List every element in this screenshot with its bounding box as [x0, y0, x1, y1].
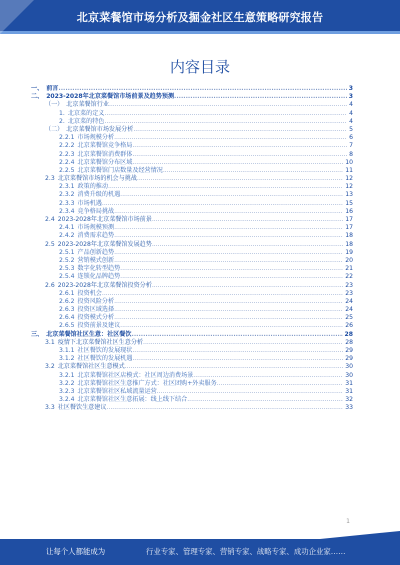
toc-entry-page: 29 — [345, 355, 353, 363]
toc-entry-page: 3 — [348, 85, 353, 92]
toc-entry-number: 2.6.1 — [59, 289, 75, 297]
toc-entry-page: 16 — [345, 207, 353, 215]
toc-dot-leader — [104, 118, 347, 126]
toc-entry[interactable] — [31, 241, 353, 249]
toc-entry[interactable] — [31, 118, 353, 126]
toc-entry-title: 北京菜餐馆消费群体 — [77, 150, 133, 158]
toc-entry-page: 3 — [348, 93, 353, 101]
toc-entry-number: 2.2.1 — [59, 134, 75, 142]
toc-dot-leader — [152, 282, 343, 290]
toc-entry-page: 4 — [349, 101, 353, 109]
toc-entry[interactable] — [31, 372, 353, 380]
toc-entry-title: 投资前景及建议 — [77, 322, 121, 330]
toc-dot-leader — [132, 347, 343, 355]
toc-entry-page: 31 — [345, 387, 353, 395]
toc-entry-title: 北京菜餐馆门店数量及经营情况 — [77, 166, 163, 174]
toc-dot-leader — [114, 134, 347, 142]
toc-dot-leader — [106, 404, 343, 412]
toc-dot-leader — [187, 396, 343, 404]
toc-dot-leader — [114, 208, 343, 216]
toc-entry[interactable] — [31, 404, 353, 412]
toc-entry-title: 投资区域选择 — [77, 306, 115, 314]
toc-dot-leader — [193, 372, 343, 380]
toc-dot-leader — [114, 306, 343, 314]
toc-entry-page: 20 — [345, 256, 353, 264]
toc-dot-leader — [104, 110, 347, 118]
toc-dot-leader — [217, 380, 344, 388]
toc-entry-title: 北京菜餐馆市场的机会与挑战 — [57, 175, 137, 183]
toc-entry-title: 连锁化品牌趋势 — [77, 273, 121, 281]
toc-entry[interactable] — [31, 273, 353, 281]
toc-entry-title: 数字化转型趋势 — [77, 265, 121, 273]
toc-entry[interactable] — [31, 388, 353, 396]
toc-dot-leader — [152, 216, 343, 224]
toc-entry-number: 2.3.3 — [59, 199, 75, 207]
toc-entry-title: 北京菜餐馆市场发展分析 — [66, 125, 134, 133]
toc-entry-page: 13 — [345, 191, 353, 199]
toc-entry[interactable] — [31, 249, 353, 257]
toc-entry-number: 2.5 — [45, 240, 55, 248]
toc-dot-leader — [125, 363, 344, 371]
toc-heading: 内容目录 — [169, 58, 230, 76]
toc-entry-page: 23 — [345, 281, 353, 289]
toc-entry[interactable] — [31, 347, 353, 355]
toc-dot-leader — [114, 232, 343, 240]
toc-entry-title: 市场规模预测 — [77, 224, 115, 232]
toc-entry-page: 33 — [345, 404, 353, 412]
toc-entry-page: 8 — [349, 150, 353, 158]
toc-dot-leader — [114, 314, 343, 322]
toc-dot-leader — [133, 126, 347, 134]
toc-entry-number: （一） — [45, 101, 64, 109]
toc-entry-page: 4 — [349, 109, 353, 117]
toc-entry-title: 社区餐饮生意建议 — [57, 404, 107, 412]
toc-entry-title: 北京菜餐馆社区生意：社区餐饮 — [46, 330, 132, 338]
toc-entry-page: 24 — [345, 297, 353, 305]
toc-entry-title: 2023-2028年北京菜餐馆发展趋势 — [57, 240, 152, 248]
toc-entry-number: 一、 — [31, 85, 44, 92]
toc-entry-page: 18 — [345, 240, 353, 248]
toc-dot-leader — [132, 355, 343, 363]
toc-entry-title: 北京菜的定义 — [67, 109, 105, 117]
page-number: 1 — [346, 518, 350, 525]
toc-entry[interactable] — [31, 101, 353, 109]
toc-entry-title: 营销模式创新 — [77, 256, 115, 264]
toc-entry-number: 2.6.3 — [59, 306, 75, 314]
toc-entry[interactable] — [31, 257, 353, 265]
toc-entry[interactable] — [31, 167, 353, 175]
toc-dot-leader — [132, 159, 343, 167]
toc-entry-title: 消费需求趋势 — [77, 232, 115, 240]
toc-entry-number: 2.3.1 — [59, 183, 75, 191]
toc-entry-title: 北京菜餐馆社区私域流量运营 — [77, 387, 157, 395]
toc-dot-leader — [102, 290, 343, 298]
toc-entry-number: 2.2.5 — [59, 166, 75, 174]
toc-entry[interactable] — [31, 298, 353, 306]
toc-entry-page: 6 — [349, 134, 353, 142]
toc-entry-title: 北京菜餐馆社区店模式：社区周边消费场景 — [77, 371, 194, 379]
toc-entry[interactable] — [31, 380, 353, 388]
toc-entry[interactable] — [31, 331, 353, 339]
toc-entry-number: 2.6.5 — [59, 322, 75, 330]
toc-entry-page: 21 — [345, 265, 353, 273]
toc-entry[interactable] — [31, 159, 353, 167]
toc-entry-title: 社区餐饮的发展现状 — [77, 347, 133, 354]
toc-entry-title: 投资模式分析 — [77, 314, 115, 322]
toc-entry-title: 2023-2028年北京菜餐馆市场前景及趋势预测 — [46, 93, 175, 101]
toc-entry-number: 2.2.3 — [59, 150, 75, 158]
toc-entry-title: 市场机遇 — [77, 199, 102, 207]
toc-entry-title: 北京菜餐馆竞争格局 — [77, 142, 133, 150]
document-title: 北京菜餐馆市场分析及掘金社区生意策略研究报告 — [76, 11, 324, 24]
toc-dot-leader — [132, 142, 347, 150]
toc-entry-page: 23 — [345, 289, 353, 297]
toc-dot-leader — [157, 388, 344, 396]
toc-entry-page: 28 — [345, 338, 353, 346]
toc-entry-title: 2023-2028年北京菜餐馆市场前景 — [57, 216, 152, 223]
toc-entry[interactable] — [31, 363, 353, 371]
toc-entry-number: 2.5.4 — [59, 273, 75, 281]
toc-entry-page: 17 — [345, 224, 353, 232]
toc-entry-number: 1. — [59, 109, 65, 117]
toc-entry-number: 3.1.2 — [59, 355, 75, 363]
toc-entry-number: 二、 — [31, 93, 44, 101]
toc-dot-leader — [143, 339, 343, 347]
toc-entry-page: 24 — [345, 306, 353, 314]
toc-entry-number: 2.5.2 — [59, 256, 75, 264]
toc-entry-number: 3.2.4 — [59, 396, 75, 404]
toc-entry-number: 2.2.4 — [59, 158, 75, 166]
toc-dot-leader — [114, 249, 343, 257]
toc-entry[interactable] — [31, 322, 353, 330]
toc-dot-leader — [114, 257, 343, 265]
toc-entry-number: 3.1 — [45, 338, 55, 346]
toc-entry-title: 北京菜的特色 — [67, 117, 105, 125]
toc-entry-page: 5 — [349, 125, 353, 133]
toc-entry[interactable] — [31, 151, 353, 159]
toc-entry-page: 12 — [345, 183, 353, 191]
toc-entry-page: 11 — [345, 166, 353, 174]
toc-entry[interactable] — [31, 232, 353, 240]
toc-entry-page: 18 — [345, 232, 353, 240]
toc-entry-number: 3.2.2 — [59, 379, 75, 387]
toc-entry[interactable] — [31, 339, 353, 347]
toc-entry-number: 2.4.1 — [59, 224, 75, 232]
toc-entry-page: 31 — [345, 379, 353, 387]
toc-dot-leader — [102, 200, 343, 208]
toc-entry-title: 投资机会 — [77, 289, 102, 297]
toc-entry-page: 17 — [345, 216, 353, 223]
toc-entry-number: （二） — [45, 125, 64, 133]
toc-dot-leader — [120, 273, 343, 281]
toc-entry-title: 2023-2028年北京菜餐馆投资分析 — [57, 281, 152, 289]
toc-entry-number: 2.5.1 — [59, 248, 75, 256]
toc-entry[interactable] — [31, 126, 353, 134]
footer-slogan: 让每个人都能成为 — [46, 547, 106, 556]
toc-entry-title: 北京菜餐馆社区生意拓展：线上线下结合 — [77, 396, 188, 404]
toc-entry-page: 19 — [345, 248, 353, 256]
toc-entry-number: 3.2.3 — [59, 387, 75, 395]
toc-entry-title: 北京菜餐馆社区生意模式 — [57, 363, 125, 371]
toc-entry-title: 北京菜餐馆分布区域 — [77, 158, 133, 166]
toc-entry-number: 2.6.4 — [59, 314, 75, 322]
toc-entry-page: 22 — [345, 273, 353, 281]
toc-dot-leader — [132, 151, 347, 159]
toc-entry-number: 2.3 — [45, 175, 55, 183]
toc-entry-page: 30 — [345, 363, 353, 371]
toc-dot-leader — [137, 175, 343, 183]
toc-entry[interactable] — [31, 282, 353, 290]
toc-entry-number: 2.3.2 — [59, 191, 75, 199]
toc-entry-number: 2.3.4 — [59, 207, 75, 215]
toc-entry[interactable] — [31, 110, 353, 118]
toc-entry-title: 竞争格局挑战 — [77, 207, 115, 215]
toc-entry-number: 2.6 — [45, 281, 55, 289]
toc-entry[interactable] — [31, 290, 353, 298]
toc-entry-page: 4 — [349, 117, 353, 125]
toc-entry[interactable] — [31, 142, 353, 150]
toc-entry-page: 30 — [345, 371, 353, 379]
toc-entry-title: 社区餐饮的发展机遇 — [77, 355, 133, 363]
toc-entry-title: 投资风险分析 — [77, 297, 115, 305]
toc-entry[interactable] — [31, 85, 353, 93]
toc-dot-leader — [58, 85, 346, 93]
toc-dot-leader — [114, 298, 343, 306]
footer-tagline: 行业专家、管理专家、营销专家、战略专家、成功企业家…… — [146, 547, 346, 556]
toc-entry-page: 15 — [345, 199, 353, 207]
toc-entry-number: 3.2 — [45, 363, 55, 371]
toc-dot-leader — [120, 265, 343, 273]
toc-entry-number: 3.1.1 — [59, 347, 75, 354]
toc-entry[interactable] — [31, 208, 353, 216]
toc-entry[interactable] — [31, 200, 353, 208]
toc-entry-number: 2.6.2 — [59, 297, 75, 305]
toc-dot-leader — [109, 101, 347, 109]
toc-entry-title: 产品创新趋势 — [77, 248, 115, 256]
toc-entry-number: 2.4 — [45, 216, 55, 223]
toc-dot-leader — [163, 167, 343, 175]
toc-entry-page: 28 — [344, 330, 353, 338]
toc-dot-leader — [152, 241, 343, 249]
toc-entry[interactable] — [31, 216, 353, 224]
toc-entry-number: 3.2.1 — [59, 371, 75, 379]
toc-entry-number: 3.3 — [45, 404, 55, 412]
toc-entry-page: 25 — [345, 314, 353, 322]
toc-entry-page: 10 — [345, 158, 353, 166]
toc-entry-title: 前言 — [46, 85, 59, 92]
toc-entry-number: 三、 — [31, 330, 44, 338]
toc-dot-leader — [120, 191, 343, 199]
toc-dot-leader — [114, 224, 343, 232]
toc-entry-page: 26 — [345, 322, 353, 330]
toc-dot-leader — [132, 331, 343, 339]
toc-entry-title: 疫情下北京菜餐馆社区生意分析 — [57, 338, 144, 346]
table-of-contents — [31, 85, 353, 509]
toc-entry-title: 市场规模分析 — [77, 134, 115, 142]
toc-entry-page: 29 — [345, 347, 353, 354]
toc-entry-page: 12 — [345, 175, 353, 183]
toc-dot-leader — [108, 183, 343, 191]
toc-entry-number: 2. — [59, 117, 65, 125]
toc-dot-leader — [174, 93, 347, 101]
toc-entry-page: 7 — [349, 142, 353, 150]
toc-entry-title: 政策的推动 — [77, 183, 108, 191]
toc-entry-number: 2.2.2 — [59, 142, 75, 150]
toc-entry-title: 北京菜餐馆社区生意推广方式：社区团购+外卖服务 — [77, 379, 217, 387]
toc-entry-title: 消费升级的机遇 — [77, 191, 121, 199]
toc-dot-leader — [120, 322, 343, 330]
toc-entry-number: 2.5.3 — [59, 265, 75, 273]
toc-entry[interactable] — [31, 191, 353, 199]
toc-entry-title: 北京菜餐馆行业 — [66, 101, 109, 109]
toc-entry-number: 2.4.2 — [59, 232, 75, 240]
toc-entry-page: 32 — [345, 396, 353, 404]
